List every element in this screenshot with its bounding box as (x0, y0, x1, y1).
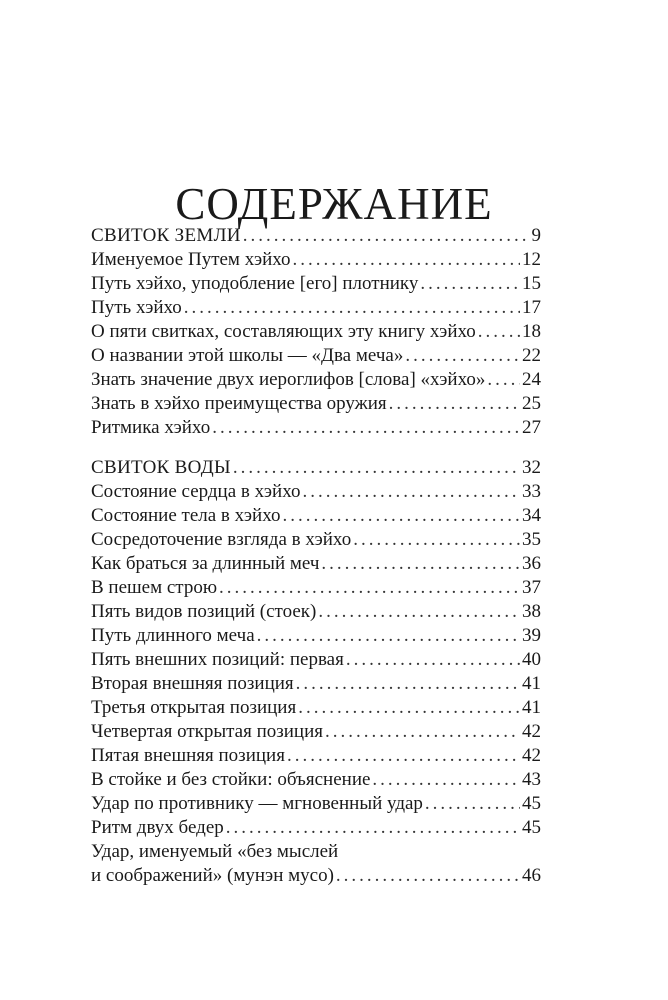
toc-section-heading (91, 224, 541, 248)
dot-leader (283, 504, 521, 528)
toc-entry-page: 45 (522, 817, 541, 838)
table-of-contents (91, 224, 541, 888)
toc-entry-page: 22 (522, 345, 541, 366)
dot-leader (184, 296, 520, 320)
toc-entry-page: 33 (522, 481, 541, 502)
page-title: СОДЕРЖАНИЕ (175, 179, 493, 230)
toc-entry-label: В стойке и без стойки: объяснение (91, 769, 371, 790)
toc-entry (91, 624, 541, 648)
toc-entry-page: 24 (522, 369, 541, 390)
toc-entry (91, 368, 541, 392)
toc-entry-label: СВИТОК ЗЕМЛИ (91, 225, 241, 246)
toc-entry-page: 36 (522, 553, 541, 574)
toc-entry-page: 34 (522, 505, 541, 526)
toc-entry-page: 42 (522, 721, 541, 742)
dot-leader (321, 552, 520, 576)
toc-entry-label: Ритм двух бедер (91, 817, 224, 838)
toc-entry-page: 45 (522, 793, 541, 814)
toc-entry (91, 648, 541, 672)
toc-entry-label: Сосредоточение взгляда в хэйхо (91, 529, 352, 550)
dot-leader (233, 456, 520, 480)
dot-leader (425, 792, 520, 816)
toc-entry-page: 32 (522, 457, 541, 478)
toc-entry-page: 35 (522, 529, 541, 550)
dot-leader (243, 224, 530, 248)
toc-entry-label: Пятая внешняя позиция (91, 745, 285, 766)
dot-leader (302, 480, 520, 504)
toc-entry-label: Путь хэйхо (91, 297, 182, 318)
toc-entry-page: 25 (522, 393, 541, 414)
dot-leader (219, 576, 520, 600)
dot-leader (405, 344, 520, 368)
toc-entry-label: Четвертая открытая позиция (91, 721, 324, 742)
toc-entry-page: 15 (522, 273, 541, 294)
toc-entry-label-line1: Удар, именуемый «без мыслей (91, 841, 339, 862)
toc-entry (91, 480, 541, 504)
dot-leader (293, 248, 520, 272)
toc-entry (91, 816, 541, 840)
toc-entry-label: Пять видов позиций (стоек) (91, 601, 317, 622)
dot-leader (372, 768, 520, 792)
toc-entry (91, 504, 541, 528)
toc-entry-label: Как браться за длинный меч (91, 553, 320, 574)
toc-entry-page: 37 (522, 577, 541, 598)
toc-entry-label: Знать в хэйхо преимущества оружия (91, 393, 387, 414)
toc-entry (91, 744, 541, 768)
toc-entry-label: Состояние сердца в хэйхо (91, 481, 301, 502)
toc-entry-label: Вторая внешняя позиция (91, 673, 294, 694)
toc-entry (91, 296, 541, 320)
dot-leader (478, 320, 520, 344)
toc-entry-page: 41 (522, 697, 541, 718)
toc-entry (91, 392, 541, 416)
toc-entry (91, 528, 541, 552)
toc-entry (91, 320, 541, 344)
toc-entry-page: 27 (522, 417, 541, 438)
toc-entry-page: 40 (522, 649, 541, 670)
toc-entry-page: 18 (522, 321, 541, 342)
toc-entry (91, 672, 541, 696)
dot-leader (420, 272, 520, 296)
toc-entry (91, 792, 541, 816)
toc-entry-page: 42 (522, 745, 541, 766)
dot-leader (325, 720, 520, 744)
toc-entry-page: 12 (522, 249, 541, 270)
toc-entry-page: 46 (522, 865, 541, 886)
toc-entry-page: 9 (531, 225, 541, 246)
toc-entry (91, 272, 541, 296)
section-spacer (91, 440, 541, 456)
toc-entry-label: и соображений» (мунэн мусо) (91, 865, 334, 886)
dot-leader (336, 864, 520, 888)
toc-entry-page: 39 (522, 625, 541, 646)
toc-entry-label: Ритмика хэйхо (91, 417, 211, 438)
toc-entry-label: Путь хэйхо, уподобление [его] плотнику (91, 273, 419, 294)
toc-entry (91, 768, 541, 792)
toc-entry-page: 41 (522, 673, 541, 694)
toc-entry (91, 864, 541, 888)
toc-entry-label: О названии этой школы — «Два меча» (91, 345, 404, 366)
dot-leader (287, 744, 520, 768)
toc-entry-label: О пяти свитках, составляющих эту книгу хэйхо (91, 321, 476, 342)
dot-leader (257, 624, 520, 648)
toc-entry-label: Путь длинного меча (91, 625, 255, 646)
toc-entry-page: 38 (522, 601, 541, 622)
dot-leader (226, 816, 520, 840)
toc-entry-label: Удар по противнику — мгновенный удар (91, 793, 423, 814)
toc-entry-label: В пешем строю (91, 577, 218, 598)
toc-entry-label: Знать значение двух иероглифов [слова] «хэйхо» (91, 369, 486, 390)
toc-entry-label: Третья открытая позиция (91, 697, 297, 718)
toc-entry (91, 552, 541, 576)
toc-entry-label: Пять внешних позиций: первая (91, 649, 344, 670)
toc-entry (91, 720, 541, 744)
toc-entry-page: 43 (522, 769, 541, 790)
toc-entry (91, 248, 541, 272)
toc-entry (91, 696, 541, 720)
dot-leader (296, 672, 520, 696)
dot-leader (389, 392, 520, 416)
toc-entry-page: 17 (522, 297, 541, 318)
toc-entry-label: Именуемое Путем хэйхо (91, 249, 291, 270)
toc-entry (91, 344, 541, 368)
toc-entry (91, 600, 541, 624)
dot-leader (487, 368, 520, 392)
dot-leader (212, 416, 520, 440)
toc-entry-label: Состояние тела в хэйхо (91, 505, 281, 526)
toc-entry-label: СВИТОК ВОДЫ (91, 457, 231, 478)
toc-section-heading (91, 456, 541, 480)
dot-leader (346, 648, 520, 672)
dot-leader (353, 528, 520, 552)
toc-entry (91, 416, 541, 440)
dot-leader (318, 600, 520, 624)
toc-entry (91, 576, 541, 600)
dot-leader (298, 696, 520, 720)
